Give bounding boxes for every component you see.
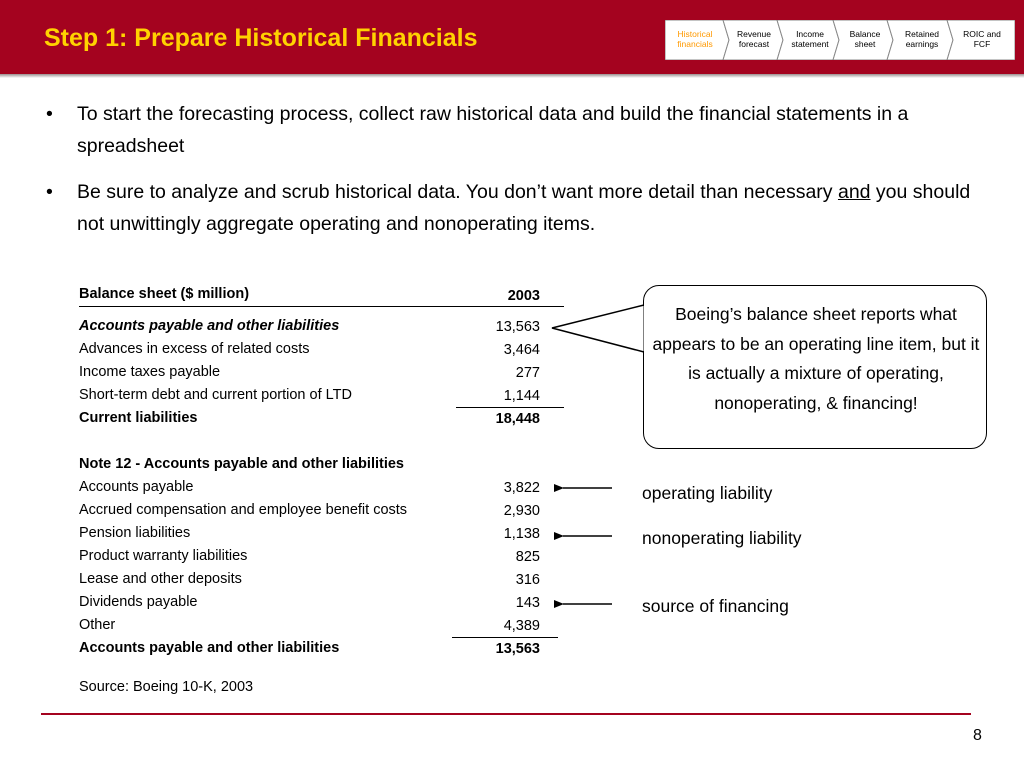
table-row-label: Accrued compensation and employee benefit costs xyxy=(79,502,408,518)
step-6-line2: FCF xyxy=(973,39,991,49)
step-4-line1: Balance xyxy=(849,29,881,39)
table-header-label: Balance sheet ($ million) xyxy=(79,286,250,302)
step-1-line2: financials xyxy=(677,39,713,49)
table-row-value: 13,563 xyxy=(495,319,540,335)
bullet-dot: • xyxy=(46,181,53,203)
process-steps xyxy=(665,20,1015,60)
bullet-text-1: To start the forecasting process, collect raw historical data and build the financial statements in a spreadsheet xyxy=(77,103,909,157)
label-nonoperating-liability: nonoperating liability xyxy=(642,528,802,548)
table-header-rule xyxy=(79,306,564,307)
table-row-label: Advances in excess of related costs xyxy=(79,341,310,357)
slide-title: Step 1: Prepare Historical Financials xyxy=(44,24,478,52)
table-row-label: Other xyxy=(79,617,116,633)
table-row-value: 2,930 xyxy=(503,503,540,519)
table-row-label: Short-term debt and current portion of LTD xyxy=(79,387,352,403)
bullet-list xyxy=(44,98,984,254)
bullet-item-2 xyxy=(44,176,984,240)
bullet-text-2-underlined: and xyxy=(837,181,871,203)
table-row-value: 277 xyxy=(515,365,540,381)
table-row-value: 143 xyxy=(515,595,540,611)
bullet-text-2a: Be sure to analyze and scrub historical data. You don’t want more detail than necessary xyxy=(77,181,838,203)
step-3-line2: statement xyxy=(791,39,829,49)
table-total-label: Current liabilities xyxy=(79,410,198,426)
source-note: Source: Boeing 10-K, 2003 xyxy=(79,679,254,695)
label-operating-liability: operating liability xyxy=(642,483,773,503)
table-row-label: Lease and other deposits xyxy=(79,571,242,587)
table-row-value: 3,822 xyxy=(503,480,540,496)
table-row-value: 825 xyxy=(515,549,540,565)
table-row-value: 4,389 xyxy=(503,618,540,634)
step-1-line1: Historical xyxy=(677,29,713,39)
subtotal-rule xyxy=(452,637,558,638)
table-row-label: Income taxes payable xyxy=(79,364,221,380)
page-number: 8 xyxy=(973,727,982,744)
label-source-of-financing: source of financing xyxy=(642,596,789,616)
bullet-dot: • xyxy=(46,103,53,125)
step-3-line1: Income xyxy=(796,29,824,39)
table-row-label: Product warranty liabilities xyxy=(79,548,248,564)
step-2-line1: Revenue xyxy=(736,29,772,39)
table-total-value: 13,563 xyxy=(495,641,540,657)
table-row-value: 3,464 xyxy=(503,342,540,358)
step-5-line1: Retained xyxy=(904,29,940,39)
table-row-label: Pension liabilities xyxy=(79,525,191,541)
table-total-value: 18,448 xyxy=(495,411,540,427)
callout-text: Boeing’s balance sheet reports what appears to be an operating line item, but it is actually a mixture of operating, nonoperating, & financing! xyxy=(652,304,980,413)
note-title: Note 12 - Accounts payable and other liabilities xyxy=(79,456,404,472)
table-row-value: 1,138 xyxy=(503,526,540,542)
table-row-label: Accounts payable and other liabilities xyxy=(79,318,340,334)
table-header-year: 2003 xyxy=(507,288,540,304)
footer-rule xyxy=(41,713,971,715)
bullet-item-1 xyxy=(44,98,984,162)
step-4-line2: sheet xyxy=(854,39,876,49)
step-6-line1: ROIC and xyxy=(963,29,1001,39)
callout-pointer xyxy=(552,305,644,352)
bullet-text-2b: you should not unwittingly aggregate operating and nonoperating items. xyxy=(77,181,971,235)
table-row-label: Dividends payable xyxy=(79,594,198,610)
subtotal-rule xyxy=(456,407,564,408)
table-row-value: 1,144 xyxy=(503,388,540,404)
table-row-value: 316 xyxy=(515,572,540,588)
header-shadow xyxy=(0,74,1024,78)
table-row-label: Accounts payable xyxy=(79,479,194,495)
step-2-line2: forecast xyxy=(738,39,770,49)
table-total-label: Accounts payable and other liabilities xyxy=(79,640,340,656)
step-5-line2: earnings xyxy=(905,39,939,49)
